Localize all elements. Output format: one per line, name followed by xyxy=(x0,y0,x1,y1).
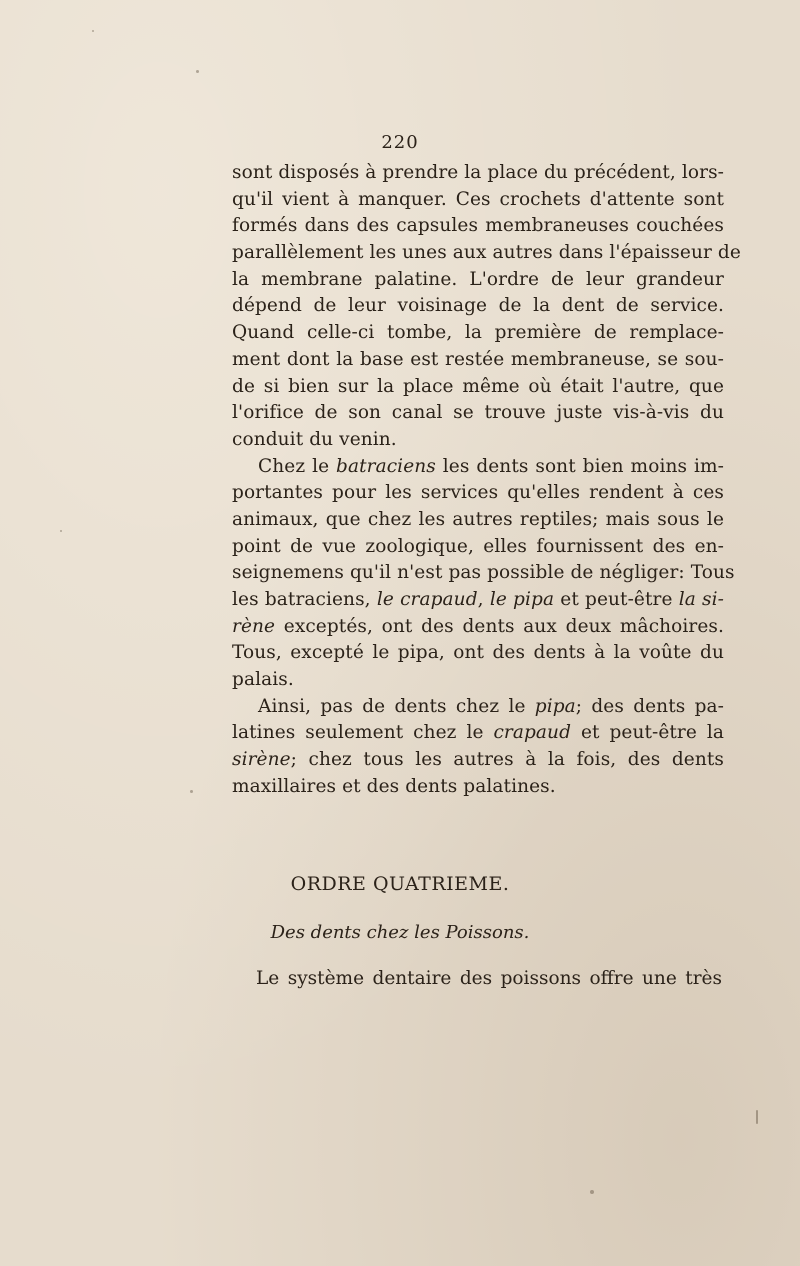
text-line: qu'il vient à manquer. Ces crochets d'attente sont xyxy=(232,188,724,210)
text-run: et peut-être la xyxy=(571,722,724,744)
text-run: ; des dents pa- xyxy=(575,695,724,717)
text-line: maxillaires et des dents palatines. xyxy=(232,775,556,797)
text-line: point de vue zoologique, elles fournissent des en- xyxy=(232,535,724,557)
italic-run: le crapaud xyxy=(376,589,478,610)
paragraph-2 xyxy=(232,454,735,694)
text-line xyxy=(232,614,724,641)
text-line: Quand celle-ci tombe, la première de remplace- xyxy=(232,322,724,344)
text-run: exceptés, ont des dents aux deux mâchoires. xyxy=(275,615,724,637)
text-line: palais. xyxy=(232,669,294,691)
page-number: 220 xyxy=(381,132,419,153)
text-run: Ainsi, pas de dents chez le xyxy=(258,695,535,717)
text-run: , xyxy=(477,589,490,610)
text-line: conduit du venin. xyxy=(232,428,397,450)
paper-speck xyxy=(590,1190,594,1194)
paper-speck xyxy=(756,1110,758,1124)
text-run: les batraciens, xyxy=(232,589,377,610)
paper-speck xyxy=(92,30,94,32)
section-heading: ORDRE QUATRIEME. xyxy=(290,873,510,895)
text-run: et peut-être xyxy=(554,589,679,610)
italic-run: le pipa xyxy=(489,589,555,610)
text-line: portantes pour les services qu'elles rendent à ces xyxy=(232,482,724,504)
paper-speck xyxy=(196,70,199,73)
text-line: formés dans des capsules membraneuses couchées xyxy=(232,215,724,237)
paragraph-1 xyxy=(232,160,741,454)
paper-speck xyxy=(190,790,193,793)
text-run: ; chez tous les autres à la fois, des dents xyxy=(290,749,724,771)
paper-speck xyxy=(60,530,62,532)
text-line: sont disposés à prendre la place du précédent, lors- xyxy=(232,162,725,183)
italic-run: batraciens xyxy=(336,455,436,477)
italic-run: rène xyxy=(232,615,276,637)
text-run: les dents sont bien moins im- xyxy=(435,455,724,477)
text-line: dépend de leur voisinage de la dent de service. xyxy=(232,295,724,317)
italic-run: pipa xyxy=(534,695,576,717)
text-line xyxy=(232,720,724,747)
text-line: Tous, excepté le pipa, ont des dents à la voûte du xyxy=(232,642,724,664)
italic-run: crapaud xyxy=(493,722,572,744)
text-line: seignemens qu'il n'est pas possible de négliger: Tous xyxy=(232,562,735,584)
text-line: de si bien sur la place même où était l'autre, que xyxy=(232,375,724,397)
text-run: latines seulement chez le xyxy=(232,722,494,744)
section-subheading: Des dents chez les Poissons. xyxy=(270,922,530,943)
text-line: l'orifice de son canal se trouve juste vis-à-vis du xyxy=(232,402,724,424)
text-line xyxy=(232,694,724,721)
text-line xyxy=(232,587,724,614)
text-line xyxy=(232,747,724,774)
paragraph-3 xyxy=(232,694,724,801)
italic-run: sirène xyxy=(232,749,291,771)
text-line xyxy=(232,454,724,481)
closing-line: Le système dentaire des poissons offre une très xyxy=(256,968,722,989)
text-line: la membrane palatine. L'ordre de leur grandeur xyxy=(232,268,724,290)
text-line: animaux, que chez les autres reptiles; mais sous le xyxy=(232,508,724,530)
body-text xyxy=(232,160,741,801)
italic-run: la si- xyxy=(678,589,724,610)
text-run: Chez le xyxy=(258,455,337,477)
text-line: ment dont la base est restée membraneuse, se sou- xyxy=(232,348,724,370)
text-line: parallèlement les unes aux autres dans l'épaisseur de xyxy=(232,242,741,264)
